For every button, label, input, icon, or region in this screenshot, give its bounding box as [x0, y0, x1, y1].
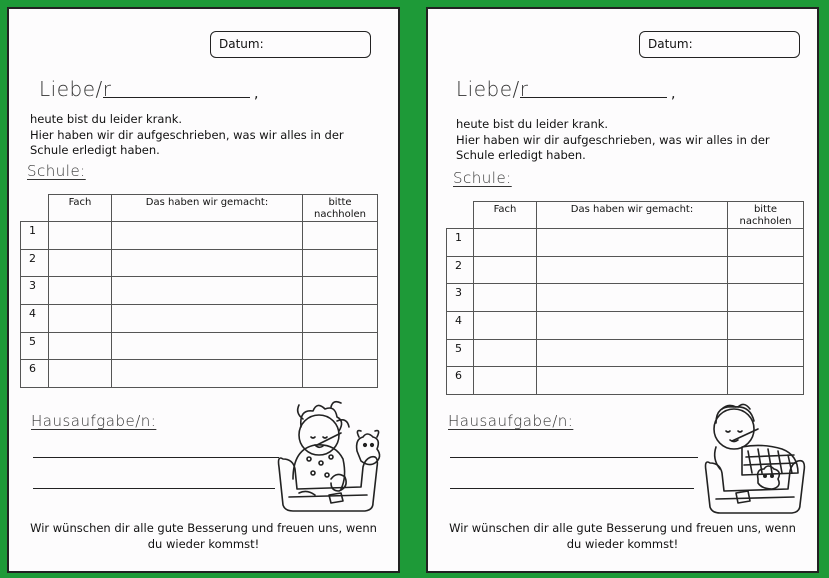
- homework-heading: Hausaufgabe/n:: [448, 412, 574, 430]
- sheet-left: [7, 7, 400, 573]
- cell-gemacht[interactable]: [537, 256, 728, 284]
- row-number: 6: [21, 360, 49, 388]
- row-number: 4: [21, 305, 49, 333]
- cell-fach[interactable]: [49, 249, 112, 277]
- table-row: [447, 229, 804, 257]
- cell-nachholen[interactable]: [728, 312, 804, 340]
- header-nachholen: bitte nachholen: [303, 195, 378, 222]
- cell-nachholen[interactable]: [303, 249, 378, 277]
- homework-line[interactable]: [450, 457, 698, 458]
- cell-fach[interactable]: [474, 339, 537, 367]
- table-row: [21, 305, 378, 333]
- cell-nachholen[interactable]: [728, 284, 804, 312]
- school-table: [446, 201, 804, 395]
- homework-line[interactable]: [33, 488, 275, 489]
- row-number: 1: [447, 229, 474, 257]
- cell-nachholen[interactable]: [728, 367, 804, 395]
- cell-nachholen[interactable]: [728, 229, 804, 257]
- row-number: 4: [447, 312, 474, 340]
- row-number: 5: [447, 339, 474, 367]
- intro-line: Schule erledigt haben.: [30, 143, 160, 157]
- header-gemacht: Das haben wir gemacht:: [537, 202, 728, 229]
- closing-text: [9, 520, 398, 552]
- sick-child-illustration: [702, 399, 812, 517]
- table-row: [21, 277, 378, 305]
- cell-gemacht[interactable]: [112, 249, 303, 277]
- intro-line: Schule erledigt haben.: [456, 148, 586, 162]
- cell-nachholen[interactable]: [303, 277, 378, 305]
- header-gemacht: Das haben wir gemacht:: [112, 195, 303, 222]
- intro-line: heute bist du leider krank.: [456, 117, 609, 131]
- table-corner: [447, 202, 474, 229]
- cell-fach[interactable]: [474, 229, 537, 257]
- school-heading: Schule:: [27, 162, 86, 180]
- greeting: Liebe/r: [39, 77, 112, 101]
- cell-gemacht[interactable]: [112, 360, 303, 388]
- school-table: [20, 194, 378, 388]
- row-number: 5: [21, 332, 49, 360]
- table-row: [21, 360, 378, 388]
- cell-fach[interactable]: [49, 332, 112, 360]
- row-number: 1: [21, 222, 49, 250]
- row-number: 6: [447, 367, 474, 395]
- row-number: 2: [447, 256, 474, 284]
- intro-text: [456, 117, 770, 164]
- sick-child-illustration: [273, 397, 388, 517]
- cell-nachholen[interactable]: [303, 222, 378, 250]
- sheet-right: [426, 7, 819, 573]
- row-number: 2: [21, 249, 49, 277]
- cell-nachholen[interactable]: [303, 332, 378, 360]
- homework-line[interactable]: [33, 457, 279, 458]
- table-row: [21, 332, 378, 360]
- intro-line: heute bist du leider krank.: [30, 112, 183, 126]
- closing-line: du wieder kommst!: [147, 537, 260, 551]
- datum-label: Datum:: [219, 37, 264, 51]
- table-row: [447, 339, 804, 367]
- cell-fach[interactable]: [49, 360, 112, 388]
- closing-line: du wieder kommst!: [566, 537, 679, 551]
- table-row: [21, 249, 378, 277]
- school-heading: Schule:: [453, 169, 512, 187]
- table-row: [21, 222, 378, 250]
- greeting-comma: ,: [254, 86, 259, 102]
- table-row: [447, 284, 804, 312]
- cell-gemacht[interactable]: [112, 222, 303, 250]
- header-nachholen: bitte nachholen: [728, 202, 804, 229]
- cell-gemacht[interactable]: [537, 367, 728, 395]
- greeting-comma: ,: [671, 86, 676, 102]
- table-row: [447, 312, 804, 340]
- cell-gemacht[interactable]: [112, 332, 303, 360]
- closing-text: [428, 520, 817, 552]
- cell-fach[interactable]: [474, 367, 537, 395]
- cell-gemacht[interactable]: [112, 305, 303, 333]
- cell-gemacht[interactable]: [112, 277, 303, 305]
- closing-line: Wir wünschen dir alle gute Besserung und freuen uns, wenn: [449, 521, 796, 535]
- intro-text: [30, 112, 344, 159]
- cell-gemacht[interactable]: [537, 339, 728, 367]
- cell-nachholen[interactable]: [303, 305, 378, 333]
- header-fach: Fach: [49, 195, 112, 222]
- cell-fach[interactable]: [49, 277, 112, 305]
- greeting: Liebe/r: [456, 77, 529, 101]
- row-number: 3: [447, 284, 474, 312]
- cell-fach[interactable]: [474, 312, 537, 340]
- intro-line: Hier haben wir dir aufgeschrieben, was wir alles in der: [456, 132, 770, 147]
- name-line[interactable]: [520, 97, 667, 98]
- closing-line: Wir wünschen dir alle gute Besserung und freuen uns, wenn: [30, 521, 377, 535]
- header-fach: Fach: [474, 202, 537, 229]
- cell-gemacht[interactable]: [537, 284, 728, 312]
- datum-label: Datum:: [648, 37, 693, 51]
- cell-nachholen[interactable]: [728, 256, 804, 284]
- cell-nachholen[interactable]: [728, 339, 804, 367]
- cell-gemacht[interactable]: [537, 229, 728, 257]
- datum-field[interactable]: [639, 31, 800, 58]
- row-number: 3: [21, 277, 49, 305]
- cell-gemacht[interactable]: [537, 312, 728, 340]
- table-row: [447, 256, 804, 284]
- homework-line[interactable]: [450, 488, 694, 489]
- cell-fach[interactable]: [49, 305, 112, 333]
- cell-fach[interactable]: [49, 222, 112, 250]
- cell-fach[interactable]: [474, 284, 537, 312]
- table-corner: [21, 195, 49, 222]
- cell-fach[interactable]: [474, 256, 537, 284]
- datum-field[interactable]: [210, 31, 371, 58]
- cell-nachholen[interactable]: [303, 360, 378, 388]
- name-line[interactable]: [103, 97, 250, 98]
- table-row: [447, 367, 804, 395]
- homework-heading: Hausaufgabe/n:: [31, 412, 157, 430]
- intro-line: Hier haben wir dir aufgeschrieben, was wir alles in der: [30, 127, 344, 142]
